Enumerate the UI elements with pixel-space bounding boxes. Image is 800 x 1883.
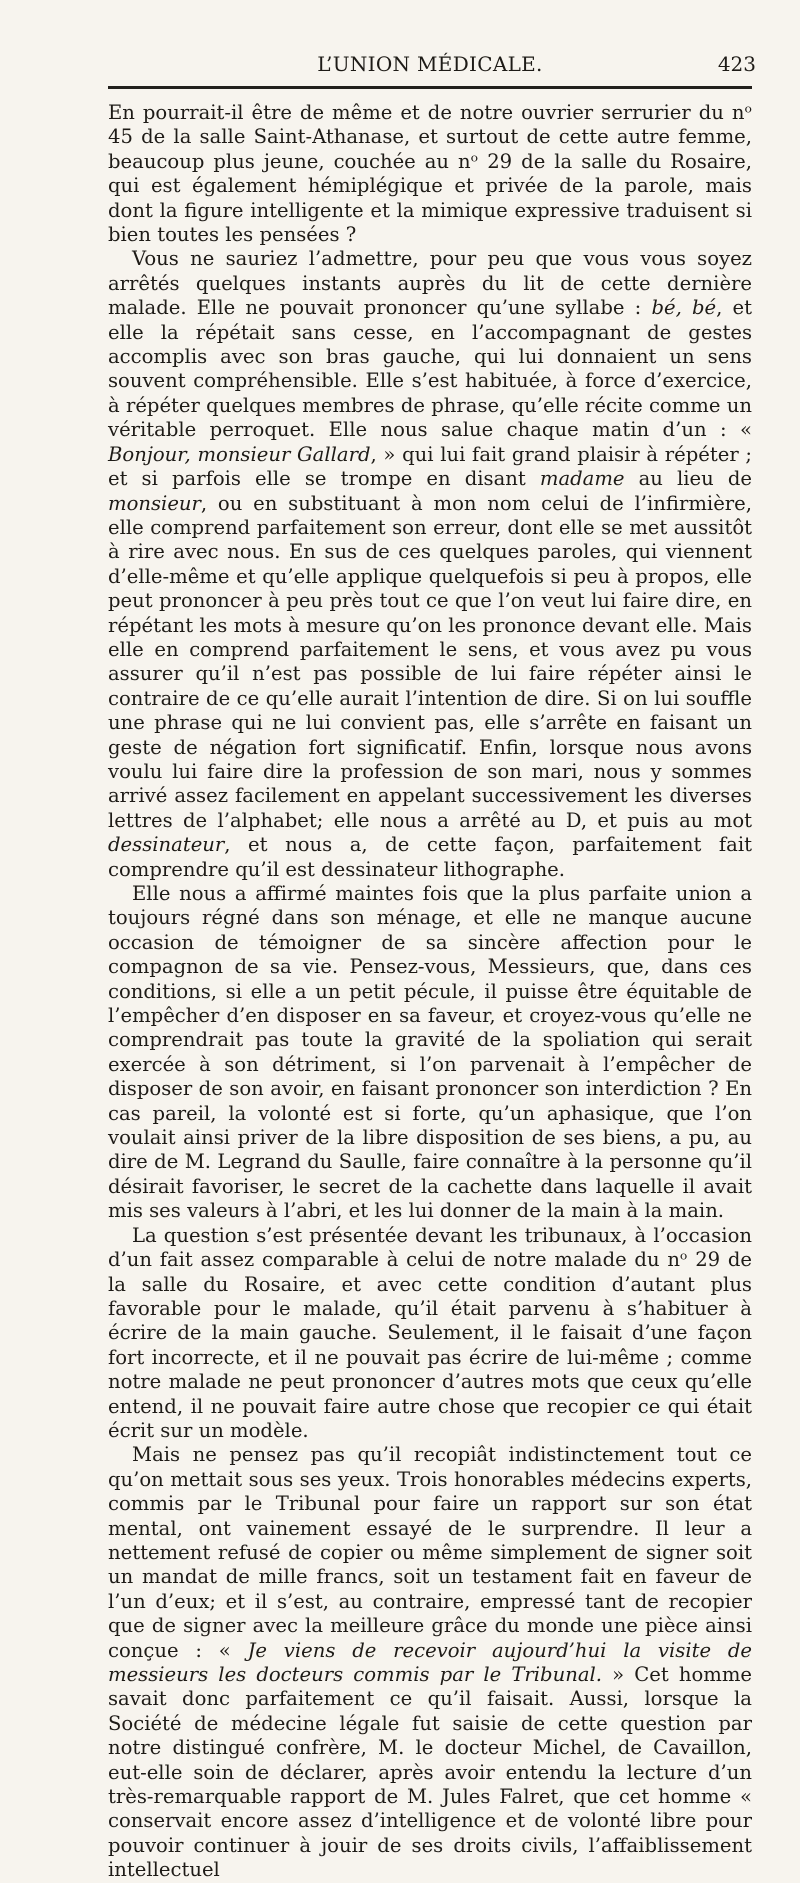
text-run: , ou en substituant à mon nom celui de l’infirmière, elle comprend parfaitement son erreur, dont elle se met aussitôt à rire avec nous. En sus de ces quelques paroles, qui viennent d’elle-même et qu’elle applique quelquefois si peu à propos, elle peut prononcer à peu près tout ce que l’on veut lui faire dire, en répétant les mots à mesure qu’on les prononce devant elle. Mais elle en comprend parfaitement le sens, et vous avez pu vous assurer qu’il n’est pas possible de lui faire répéter ainsi le contraire de ce qu’elle aurait l’intention de dire. Si on lui souffle une phrase qui ne lui convient pas, elle s’arrête en faisant un geste de négation fort significatif. Enfin, lorsque nous avons voulu lui faire dire la profession de son mari, nous y sommes arrivé assez facilement en appelant successivement les diverses lettres de l’alphabet; elle nous a arrêté au D, et puis au mot (108, 491, 752, 832)
paragraph (108, 1224, 752, 1444)
text-run: , et elle la répétait sans cesse, en l’accompagnant de gestes accomplis avec son bras gauche, qui lui donnaient un sens souvent compréhensible. Elle s’est habituée, à force d’exercice, à répéter quelques membres de phrase, qu’elle récite comme un véritable perroquet. Elle nous salue chaque matin d’un : « (108, 296, 752, 442)
page-header (108, 46, 756, 80)
italic-text: madame (539, 467, 625, 491)
header-rule (108, 86, 752, 89)
italic-text: Je viens de recevoir aujourd’hui la visite de messieurs les docteurs commis par le Tribunal. (108, 1638, 752, 1686)
paragraph (108, 247, 752, 882)
text-run: Vous ne sauriez l’admettre, pour peu que vous vous soyez arrêtés quelques instants auprès du lit de cette dernière malade. Elle ne pouvait prononcer qu’une syllabe : (108, 247, 752, 320)
text-run: En pourrait-il être de même et de notre ouvrier serrurier du nᵒ 45 de la salle Saint-Athanase, et surtout de cette autre femme, beaucoup plus jeune, couchée au nᵒ 29 de la salle du Rosaire, qui est également hémiplégique et privée de la parole, mais dont la figure intelligente et la mimique expressive traduisent si bien toutes les pensées ? (108, 101, 752, 247)
page-number: 423 (717, 52, 756, 76)
text-run: » Cet homme savait donc parfaitement ce qu’il faisait. Aussi, lorsque la Société de médecine légale fut saisie de cette question par notre distingué confrère, M. le docteur Michel, de Cavaillon, eut-elle soin de déclarer, après avoir entendu la lecture d’un très-remarquable rapport de M. Jules Falret, que cet homme « conservait encore assez d’intelligence et de volonté libre pour pouvoir continuer à jouir de ses droits civils, l’affaiblissement intellectuel (108, 1663, 752, 1882)
text-run: Mais ne pensez pas qu’il recopiât indistinctement tout ce qu’on mettait sous ses yeux. Trois honorables médecins experts, commis par le Tribunal pour faire un rapport sur son état mental, ont vainement essayé de le surprendre. Il leur a nettement refusé de copier ou même simplement de signer soit un mandat de mille francs, soit un testament fait en faveur de l’un d’eux; et il s’est, au contraire, empressé tant de recopier que de signer avec la meilleure grâce du monde une pièce ainsi conçue : « (108, 1443, 752, 1662)
paragraph (108, 882, 752, 1224)
italic-text: bé, bé (651, 296, 717, 320)
text-run: , et nous a, de cette façon, parfaitement fait comprendre qu’il est dessinateur lithographe. (108, 833, 752, 881)
text-run: , » qui lui fait grand plaisir à répéter ; et si parfois elle se trompe en disant (108, 442, 753, 491)
running-title: L’UNION MÉDICALE. (317, 52, 543, 76)
text-run: au lieu de (624, 467, 752, 491)
paragraph (108, 101, 752, 247)
italic-text: Bonjour, monsieur Gallard (108, 442, 371, 466)
italic-text: dessinateur (108, 833, 225, 857)
paragraph (108, 1443, 752, 1882)
text-run: La question s’est présentée devant les tribunaux, à l’occasion d’un fait assez comparable à celui de notre malade du nᵒ 29 de la salle du Rosaire, et avec cette condition d’autant plus favorable pour le malade, qu’il était parvenu à s’habituer à écrire de la main gauche. Seulement, il le faisait d’une façon fort incorrecte, et il ne pouvait pas écrire de lui-même ; comme notre malade ne peut prononcer d’autres mots que ceux qu’elle entend, il ne pouvait faire autre chose que recopier ce qui était écrit sur un modèle. (108, 1223, 752, 1442)
italic-text: monsieur (108, 491, 201, 515)
text-run: Elle nous a affirmé maintes fois que la plus parfaite union a toujours régné dans son ménage, et elle ne manque aucune occasion de témoigner de sa sincère affection pour le compagnon de sa vie. Pensez-vous, Messieurs, que, dans ces conditions, si elle a un petit pécule, il puisse être équitable de l’empêcher d’en disposer en sa faveur, et croyez-vous qu’elle ne comprendrait pas toute la gravité de la spoliation qui serait exercée à son détriment, si l’on parvenait à l’empêcher de disposer de son avoir, en faisant prononcer son interdiction ? En cas pareil, la volonté est si forte, qu’un aphasique, que l’on voulait ainsi priver de la libre disposition de ses biens, a pu, au dire de M. Legrand du Saulle, faire connaître à la personne qu’il désirait favoriser, le secret de la cachette dans laquelle il avait mis ses valeurs à l’abri, et les lui donner de la main à la main. (108, 882, 752, 1223)
body-text (108, 101, 752, 1883)
